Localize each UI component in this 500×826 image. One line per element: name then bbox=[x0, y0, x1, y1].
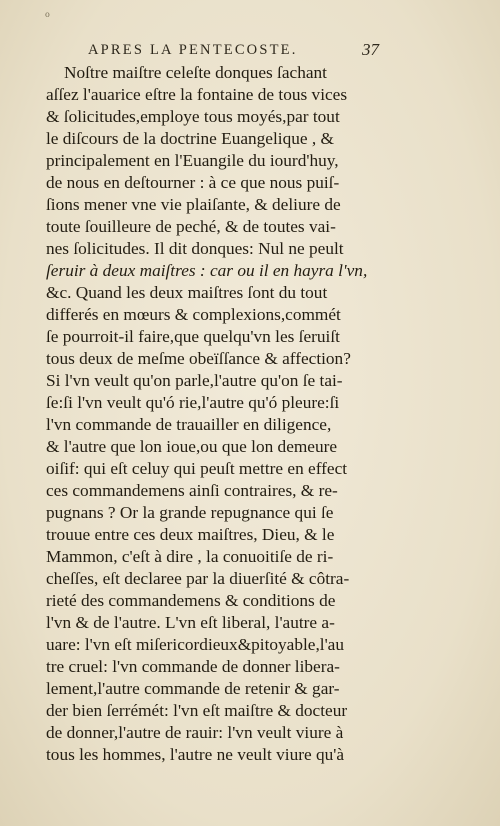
text-line: trouue entre ces deux maiſtres, Dieu, & le bbox=[46, 525, 335, 544]
text-line: ſe:ſi l'vn veult qu'ó rie,l'autre qu'ó pleure:ſi bbox=[46, 393, 340, 412]
text-line: tous deux de meſme obeïſſance & affection? bbox=[46, 349, 351, 368]
text-line: nes ſolicitudes. Il dit donques: Nul ne peult bbox=[46, 239, 344, 258]
text-line: de donner,l'autre de rauir: l'vn veult viure à bbox=[46, 723, 344, 742]
text-line: pugnans ? Or la grande repugnance qui ſe bbox=[46, 503, 334, 522]
text-line: principalement en l'Euangile du iourd'huy, bbox=[46, 151, 339, 170]
text-line: rieté des commandemens & conditions de bbox=[46, 591, 336, 610]
text-line: & ſolicitudes,employe tous moyés,par tout bbox=[46, 107, 340, 126]
text-line: lement,l'autre commande de retenir & gar- bbox=[46, 679, 340, 698]
corner-mark: o bbox=[45, 10, 50, 19]
page-number: 37 bbox=[362, 40, 379, 59]
text-line: &c. Quand les deux maiſtres ſont du tout bbox=[46, 283, 328, 302]
text-line: der bien ſerrémét: l'vn eſt maiſtre & docteur bbox=[46, 701, 348, 720]
text-line: de nous en deſtourner : à ce que nous puiſ- bbox=[46, 173, 340, 192]
text-line: Noſtre maiſtre celeſte donques ſachant bbox=[64, 63, 327, 82]
body-text bbox=[46, 62, 390, 766]
text-line-scripture-quote: ſeruir à deux maiſtres : car ou il en hayra l'vn, bbox=[46, 261, 368, 280]
text-line: tre cruel: l'vn commande de donner libera- bbox=[46, 657, 340, 676]
text-line: differés en mœurs & complexions,commét bbox=[46, 305, 341, 324]
text-line: Mammon, c'eſt à dire , la conuoitiſe de ri- bbox=[46, 547, 334, 566]
running-head: APRES LA PENTECOSTE. bbox=[88, 42, 298, 58]
text-line: l'vn commande de trauailler en diligence, bbox=[46, 415, 332, 434]
text-line: tous les hommes, l'autre ne veult viure qu'à bbox=[46, 745, 345, 764]
text-line: toute ſouilleure de peché, & de toutes vai- bbox=[46, 217, 336, 236]
text-line: oiſif: qui eſt celuy qui peuſt mettre en effect bbox=[46, 459, 348, 478]
text-line: & l'autre que lon ioue,ou que lon demeure bbox=[46, 437, 338, 456]
text-line: cheſſes, eſt declaree par la diuerſité & côtra- bbox=[46, 569, 350, 588]
text-line: uare: l'vn eſt miſericordieux&pitoyable,l'au bbox=[46, 635, 344, 654]
text-line: aſſez l'auarice eſtre la fontaine de tous vices bbox=[46, 85, 348, 104]
text-line: l'vn & de l'autre. L'vn eſt liberal, l'autre a- bbox=[46, 613, 335, 632]
text-line: ſions mener vne vie plaiſante, & deliure de bbox=[46, 195, 341, 214]
text-line: ſe pourroit-il faire,que quelqu'vn les ſeruiſt bbox=[46, 327, 340, 346]
text-line: ces commandemens ainſi contraires, & re- bbox=[46, 481, 338, 500]
text-line: le diſcours de la doctrine Euangelique , & bbox=[46, 129, 334, 148]
text-line: Si l'vn veult qu'on parle,l'autre qu'on ſe tai- bbox=[46, 371, 343, 390]
